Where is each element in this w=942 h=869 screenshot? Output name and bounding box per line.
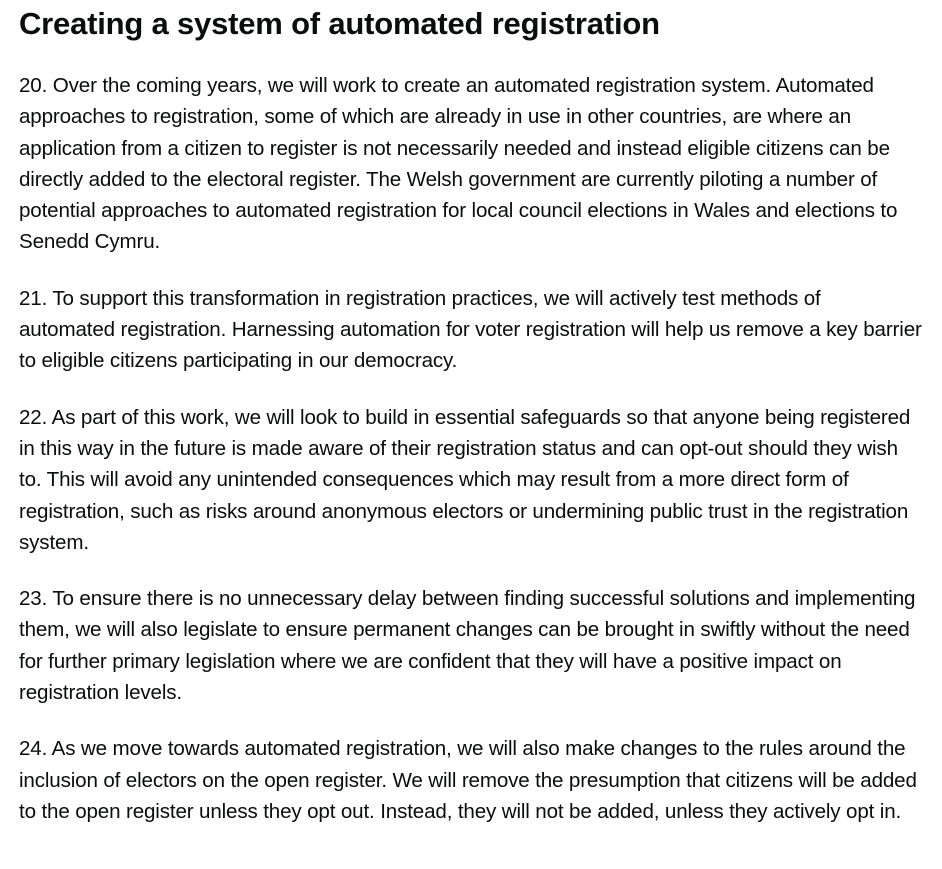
- paragraph-24: 24. As we move towards automated registration, we will also make changes to the rules around the inclusion of electors on the open register. We will remove the presumption that citizens will be added to the open register unless they opt out. Instead, they will not be added, unless they actively opt in.: [19, 737, 917, 823]
- paragraph-22: 22. As part of this work, we will look to build in essential safeguards so that anyone being registered in this way in the future is made aware of their registration status and can opt-out should they wish to. This will avoid any unintended consequences which may result from a more direct form of registration, such as risks around anonymous electors or undermining public trust in the registration system.: [19, 405, 911, 554]
- section-heading: Creating a system of automated registration: [19, 6, 660, 41]
- paragraph-21: 21. To support this transformation in registration practices, we will actively test methods of automated registration. Harnessing automation for voter registration will help us remove a key barrier to eligible citizens participating in our democracy.: [19, 286, 922, 373]
- paragraph-23: 23. To ensure there is no unnecessary delay between finding successful solutions and implementing them, we will also legislate to ensure permanent changes can be brought in swiftly without the need for further primary legislation where we are confident that they will have a positive impact on registration levels.: [19, 587, 916, 705]
- paragraph-20: 20. Over the coming years, we will work to create an automated registration system. Automated approaches to registration, some of which are already in use in other countries, are where an application from a citizen to register is not necessarily needed and instead eligible citizens can be directly added to the electoral register. The Welsh government are currently piloting a number of potential approaches to automated registration for local council elections in Wales and elections to Senedd Cymru.: [19, 74, 898, 254]
